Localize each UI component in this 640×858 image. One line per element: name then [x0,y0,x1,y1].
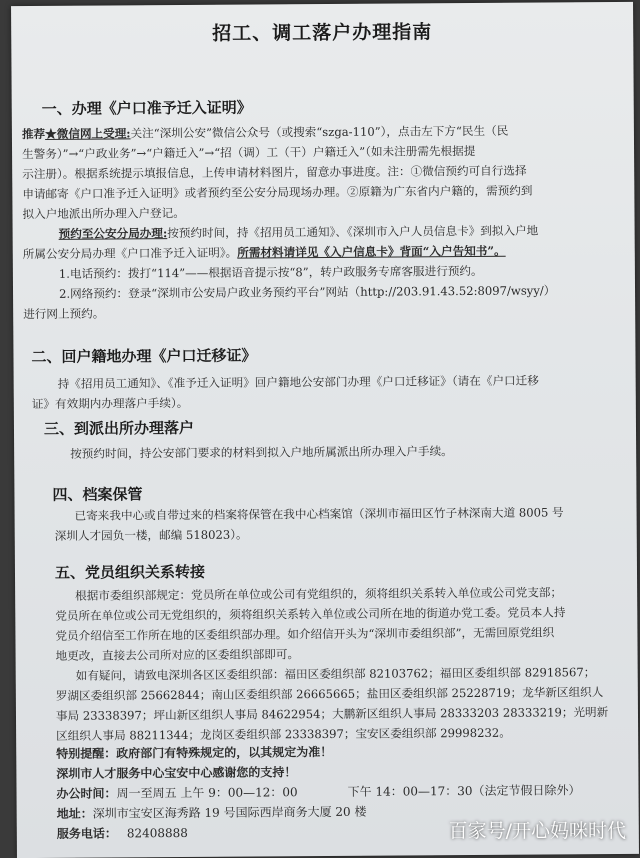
online-appointment: 2.网络预约：登录“深圳市公安局户政业务预约平台”网站（http://203.91.43.52:8097/wsyy/） [23,280,635,304]
section-1-body [22,120,635,324]
thanks-line: 深圳市人才服务中心宝安中心感谢您的支持！ [56,760,636,784]
hours-am: 周一至周五 上午 9：00—12：00 [116,785,297,800]
s4-line2: 深圳人才园负一楼，邮编 518023）。 [55,522,635,546]
s1-line7a: 所属公安分局办理《户口准予迁入证明》。 [23,246,238,261]
document-page [11,2,639,858]
address-label: 地址： [57,807,93,821]
hours-pm: 下午 14：00—17：30（法定节假日除外） [348,783,581,799]
s5-line3: 党员介绍信至工作所在地的区委组织部办理。如介绍信开头为“深圳市委组织部”，无需回原党组织 [55,622,635,646]
s2-line1: 持《招用员工通知》、《准予迁入证明》回户籍地公安部门办理《户口迁移证》（请在《户口迁移 [32,370,632,394]
section-3-heading: 三、到派出所办理落户 [44,417,194,439]
s1-line6: 按预约时间，持《招用员工通知》、《深圳市入户人员信息卡》到拟入户地 [167,224,538,241]
phone-label: 服务电话： [57,826,117,840]
section-4-body [55,502,635,546]
s2-line2: 证》有效期内办理落户手续）。 [32,390,632,414]
s5-line2: 党员所在单位或公司无党组织的，须将组织关系转入单位或公司所在地的街道办党工委。党员本人持 [55,602,635,626]
s5-line5: 如有疑问，请致电深圳各区区委组织部：福田区委组织部 82103762；福田区委组织部 82918567； [56,662,636,686]
s1-line2: 生警务）”→“户政业务”→“户籍迁入”→“招（调）工（干）户籍迁入”（如未注册需先根据提 [22,140,634,164]
section-4-heading: 四、档案保管 [52,483,142,505]
special-notice: 特别提醒：政府部门有特殊规定的，以其规定为准！ [56,740,636,764]
s5-line8: 区组织人事局 88211344；龙岗区委组织部 23338397；宝安区委组织部 29998232。 [56,722,636,746]
address-value: 深圳市宝安区海秀路 19 号国际西岸商务大厦 20 楼 [93,805,367,821]
section-2-heading: 二、回户籍地办理《户口迁移证》 [31,344,256,367]
s5-line4: 地更改，直接去公司所对应的区委组织部即可。 [56,642,636,666]
section-5-body [55,582,636,746]
s1-line10: 进行网上预约。 [23,300,635,324]
s5-line6: 罗湖区委组织部 25662844；南山区委组织部 26665665；盐田区委组织部 25228719；龙华新区组织人 [56,682,636,706]
section-3-body: 按预约时间，持公安部门要求的材料到拟入户地所属派出所办理入户手续。 [70,440,630,464]
s5-line7: 事局 23338397；坪山新区组织人事局 84622954；大鹏新区组织人事局 28333203 28333219；光明新 [56,702,636,726]
watermark-text: 百家号/开心妈咪时代 [449,816,626,843]
section-5-heading: 五、党员组织关系转接 [55,561,205,583]
phone-value: 82408888 [127,826,188,840]
section-2-body [32,370,632,414]
s1-line4: 申请邮寄《户口准予迁入证明》或者预约至公安分局现场办理。②原籍为广东省内户籍的，需预约到 [22,180,634,204]
materials-note: 所需材料请详见《入户信息卡》背面“入户告知书”。 [237,244,505,260]
s1-line1: 关注“深圳公安”微信公众号（或搜索“szga-110”），点击左下方“民生（民 [131,124,509,141]
branch-appointment-label: 预约至公安分局办理: [59,226,168,241]
wechat-label: ★微信网上受理: [45,126,131,141]
page-title: 招工、调工落户办理指南 [11,16,633,47]
section-1-heading: 一、办理《户口准予迁入证明》 [42,97,252,119]
phone-appointment: 1.电话预约：拨打“114”——根据语音提示按“8”，转户政服务专席客服进行预约。 [23,260,635,284]
s1-line3: 示注册）。根据系统提示填报信息，上传申请材料图片，留意办事进度。注：①微信预约可自行选择 [22,160,634,184]
s5-line1: 根据市委组织部规定：党员所在单位或公司有党组织的，须将组织关系转入单位或公司党支部； [55,582,635,606]
recommend-label: 推荐 [22,127,45,141]
s1-line5: 拟入户地派出所办理入户登记。 [22,200,634,224]
hours-label: 办公时间： [56,786,116,800]
s4-line1: 已寄来我中心或自带过来的档案将保管在我中心档案馆（深圳市福田区竹子林深南大道 8005 号 [55,502,635,526]
